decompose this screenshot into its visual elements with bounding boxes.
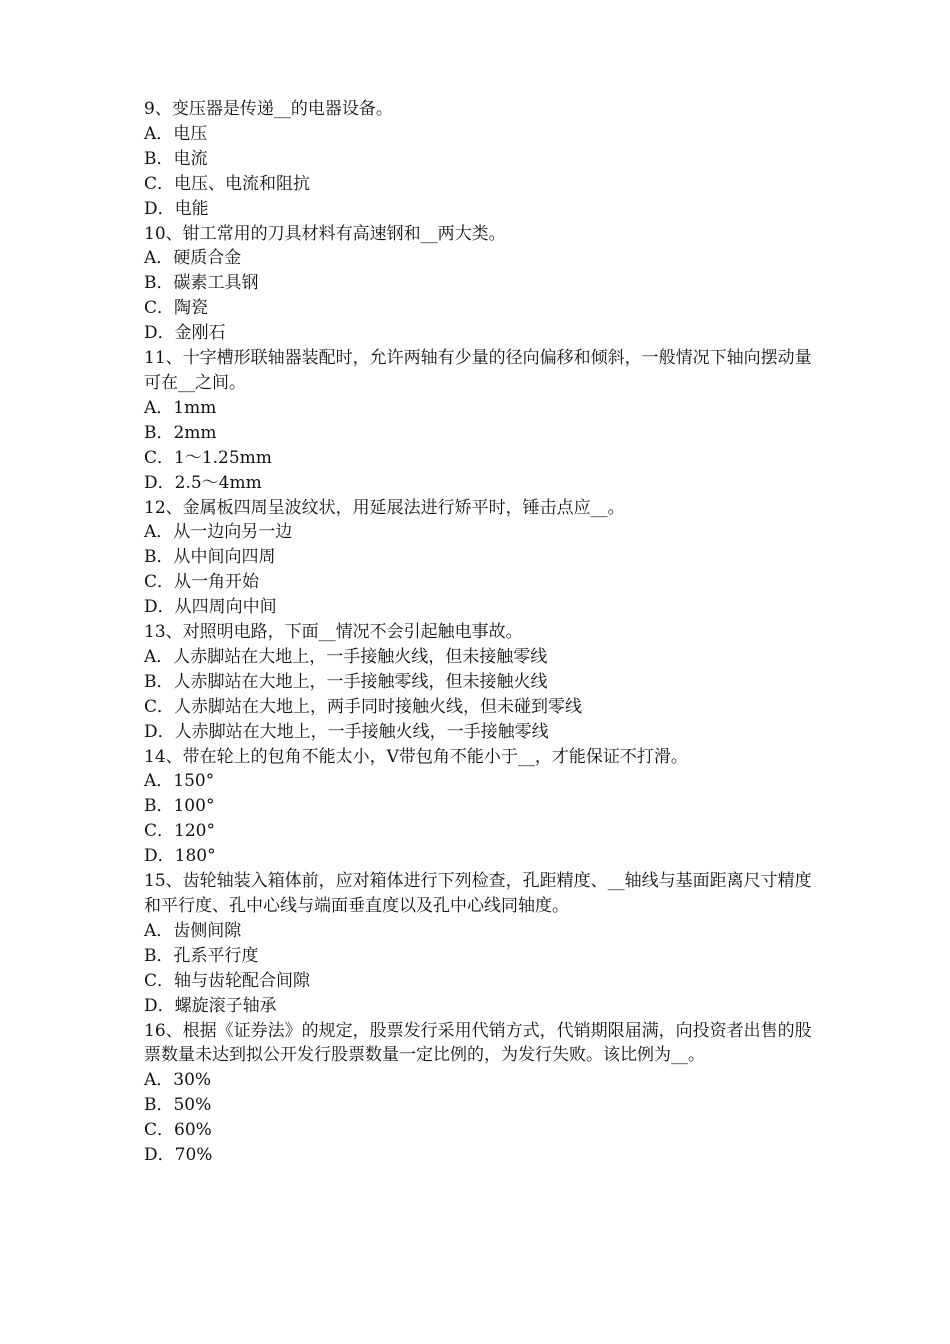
option-b: B．碳素工具钢 — [144, 273, 259, 294]
option-b: B．50% — [144, 1095, 212, 1116]
question-13 — [144, 620, 814, 745]
option-b: B．从中间向四周 — [144, 547, 276, 568]
question-14 — [144, 745, 814, 870]
option-c: C．陶瓷 — [144, 298, 209, 319]
option-a: A．电压 — [144, 123, 208, 144]
option-d: D．电能 — [144, 198, 209, 219]
question-stem: 10、钳工常用的刀具材料有高速钢和__两大类。 — [144, 223, 506, 244]
option-d: D．金刚石 — [144, 323, 226, 344]
option-b: B．孔系平行度 — [144, 945, 259, 966]
option-d: D．螺旋滚子轴承 — [144, 995, 277, 1016]
option-d: D．180° — [144, 846, 216, 867]
option-c: C．1～1.25mm — [144, 447, 272, 468]
option-d: D．70% — [144, 1145, 213, 1166]
question-10 — [144, 222, 814, 347]
option-c: C．电压、电流和阻抗 — [144, 173, 311, 194]
question-stem: 12、金属板四周呈波纹状，用延展法进行矫平时，锤击点应__。 — [144, 497, 625, 518]
option-b: B．2mm — [144, 422, 217, 443]
option-d: D．2.5～4mm — [144, 472, 262, 493]
option-d: D．从四周向中间 — [144, 597, 277, 618]
option-a: A．人赤脚站在大地上，一手接触火线，但未接触零线 — [144, 646, 548, 667]
option-c: C．人赤脚站在大地上，两手同时接触火线，但未碰到零线 — [144, 696, 583, 717]
option-a: A．从一边向另一边 — [144, 522, 293, 543]
question-stem: 9、变压器是传递__的电器设备。 — [144, 99, 393, 119]
question-11 — [144, 346, 814, 495]
question-stem: 14、带在轮上的包角不能太小，V带包角不能小于__，才能保证不打滑。 — [144, 746, 688, 767]
question-12 — [144, 496, 814, 621]
question-stem: 11、十字槽形联轴器装配时，允许两轴有少量的径向偏移和倾斜，一般情况下轴向摆动量可在__之间。 — [144, 348, 812, 393]
option-b: B．人赤脚站在大地上，一手接触零线，但未接触火线 — [144, 671, 548, 692]
option-d: D．人赤脚站在大地上，一手接触火线，一手接触零线 — [144, 721, 549, 742]
option-b: B．电流 — [144, 148, 208, 169]
option-c: C．120° — [144, 821, 215, 842]
option-a: A．150° — [144, 771, 215, 792]
option-a: A．1mm — [144, 397, 217, 418]
option-a: A．30% — [144, 1070, 212, 1091]
option-a: A．硬质合金 — [144, 248, 242, 269]
question-stem: 16、根据《证券法》的规定，股票发行采用代销方式，代销期限届满，向投资者出售的股票数量未达到拟公开发行股票数量一定比例的，为发行失败。该比例为__。 — [144, 1020, 812, 1066]
option-c: C．轴与齿轮配合间隙 — [144, 970, 311, 991]
question-9 — [144, 97, 814, 222]
option-a: A．齿侧间隙 — [144, 920, 242, 941]
option-c: C．60% — [144, 1120, 212, 1141]
question-stem: 15、齿轮轴装入箱体前，应对箱体进行下列检查，孔距精度、__轴线与基面距离尺寸精度和平行度、孔中心线与端面垂直度以及孔中心线同轴度。 — [144, 871, 812, 916]
option-b: B．100° — [144, 796, 215, 817]
question-stem: 13、对照明电路，下面__情况不会引起触电事故。 — [144, 622, 523, 643]
question-15 — [144, 869, 814, 1018]
question-16 — [144, 1019, 814, 1168]
question-list — [144, 97, 814, 1168]
option-c: C．从一角开始 — [144, 572, 260, 593]
